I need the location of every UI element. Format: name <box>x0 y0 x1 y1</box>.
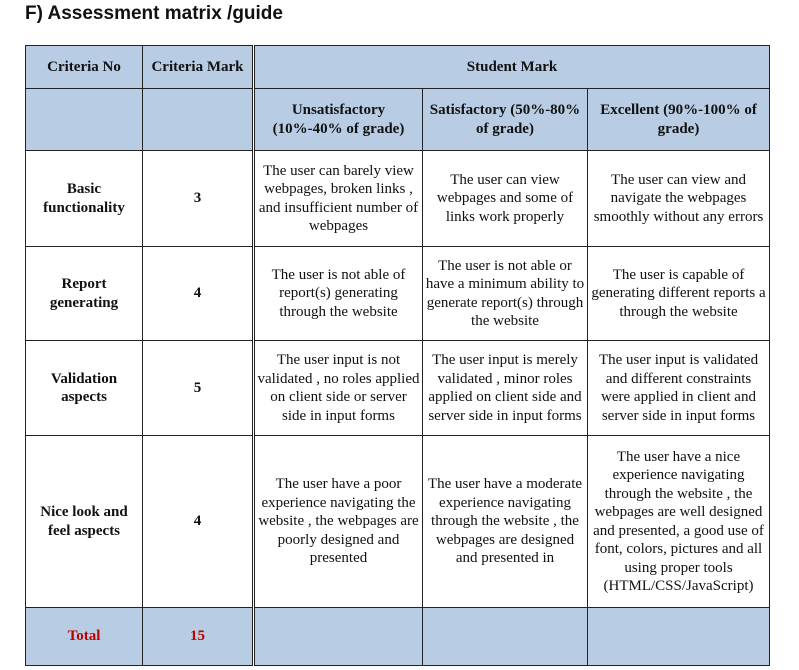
total-blank-satisfactory <box>423 608 588 666</box>
satisfactory-cell: The user have a moderate experience navigating through the website , the webpages are designed and presented in <box>423 436 588 608</box>
criteria-mark-cell: 3 <box>143 151 254 247</box>
satisfactory-cell: The user can view webpages and some of links work properly <box>423 151 588 247</box>
header-criteria-mark: Criteria Mark <box>143 46 254 89</box>
total-row <box>26 608 770 666</box>
header-blank-criteria <box>26 89 143 151</box>
level-unsatisfactory: Unsatisfactory (10%-40% of grade) <box>254 89 423 151</box>
criteria-cell: Nice look and feel aspects <box>26 436 143 608</box>
header-row-top <box>26 46 770 89</box>
criteria-cell: Report generating <box>26 247 143 341</box>
level-satisfactory: Satisfactory (50%-80% of grade) <box>423 89 588 151</box>
unsatisfactory-cell: The user is not able of report(s) generating through the website <box>254 247 423 341</box>
criteria-mark-cell: 4 <box>143 247 254 341</box>
table-row <box>26 436 770 608</box>
excellent-cell: The user have a nice experience navigating through the website , the webpages are well designed and presented, a good use of font, colors, pictures and all using proper tools (HTML/CSS/JavaScript) <box>588 436 770 608</box>
table-row <box>26 151 770 247</box>
excellent-cell: The user can view and navigate the webpages smoothly without any errors <box>588 151 770 247</box>
total-blank-unsatisfactory <box>254 608 423 666</box>
satisfactory-cell: The user input is merely validated , minor roles applied on client side and server side in input forms <box>423 341 588 436</box>
assessment-matrix-table <box>25 45 770 666</box>
unsatisfactory-cell: The user can barely view webpages, broken links , and insufficient number of webpages <box>254 151 423 247</box>
criteria-cell: Validation aspects <box>26 341 143 436</box>
header-row-levels <box>26 89 770 151</box>
excellent-cell: The user input is validated and different constraints were applied in client and server side in input forms <box>588 341 770 436</box>
criteria-mark-cell: 4 <box>143 436 254 608</box>
header-student-mark: Student Mark <box>254 46 770 89</box>
table-row <box>26 341 770 436</box>
criteria-mark-cell: 5 <box>143 341 254 436</box>
table-row <box>26 247 770 341</box>
header-criteria-no: Criteria No <box>26 46 143 89</box>
header-blank-mark <box>143 89 254 151</box>
total-blank-excellent <box>588 608 770 666</box>
unsatisfactory-cell: The user have a poor experience navigating the website , the webpages are poorly designed and presented <box>254 436 423 608</box>
section-title: F) Assessment matrix /guide <box>25 3 283 24</box>
excellent-cell: The user is capable of generating different reports a through the website <box>588 247 770 341</box>
total-value: 15 <box>143 608 254 666</box>
criteria-cell: Basic functionality <box>26 151 143 247</box>
level-excellent: Excellent (90%-100% of grade) <box>588 89 770 151</box>
unsatisfactory-cell: The user input is not validated , no roles applied on client side or server side in input forms <box>254 341 423 436</box>
total-label: Total <box>26 608 143 666</box>
satisfactory-cell: The user is not able or have a minimum ability to generate report(s) through the website <box>423 247 588 341</box>
